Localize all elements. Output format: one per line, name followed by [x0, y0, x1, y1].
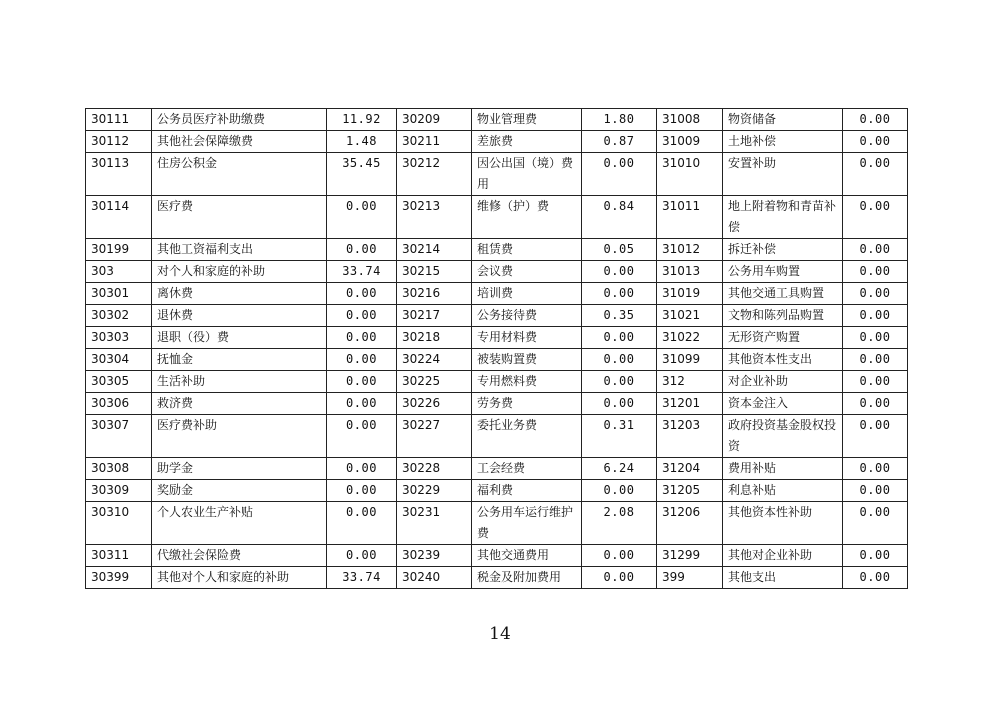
name-cell: 物资储备 [723, 109, 843, 131]
amount-cell: 0.00 [843, 283, 908, 305]
code-cell: 30214 [397, 239, 472, 261]
name-cell: 其他资本性支出 [723, 349, 843, 371]
name-cell: 其他资本性补助 [723, 502, 843, 545]
amount-cell: 0.00 [843, 239, 908, 261]
code-cell: 30302 [86, 305, 152, 327]
name-cell: 其他支出 [723, 567, 843, 589]
name-cell: 政府投资基金股权投资 [723, 415, 843, 458]
amount-cell: 1.80 [582, 109, 657, 131]
name-cell: 代缴社会保险费 [152, 545, 327, 567]
name-cell: 医疗费补助 [152, 415, 327, 458]
table-row [86, 305, 908, 327]
amount-cell: 0.00 [843, 393, 908, 415]
code-cell: 30209 [397, 109, 472, 131]
amount-cell: 0.00 [582, 153, 657, 196]
code-cell: 30114 [86, 196, 152, 239]
code-cell: 31021 [657, 305, 723, 327]
name-cell: 公务用车运行维护费 [472, 502, 582, 545]
name-cell: 抚恤金 [152, 349, 327, 371]
name-cell: 安置补助 [723, 153, 843, 196]
amount-cell: 33.74 [327, 261, 397, 283]
name-cell: 费用补贴 [723, 458, 843, 480]
code-cell: 31019 [657, 283, 723, 305]
code-cell: 31299 [657, 545, 723, 567]
code-cell: 30213 [397, 196, 472, 239]
code-cell: 30113 [86, 153, 152, 196]
name-cell: 退职（役）费 [152, 327, 327, 349]
amount-cell: 0.00 [843, 349, 908, 371]
name-cell: 奖励金 [152, 480, 327, 502]
amount-cell: 0.00 [327, 415, 397, 458]
code-cell: 30310 [86, 502, 152, 545]
code-cell: 30308 [86, 458, 152, 480]
name-cell: 被装购置费 [472, 349, 582, 371]
amount-cell: 0.00 [582, 327, 657, 349]
code-cell: 30112 [86, 131, 152, 153]
code-cell: 30224 [397, 349, 472, 371]
amount-cell: 0.00 [843, 502, 908, 545]
amount-cell: 0.00 [327, 283, 397, 305]
name-cell: 对企业补助 [723, 371, 843, 393]
code-cell: 31201 [657, 393, 723, 415]
amount-cell: 0.00 [843, 261, 908, 283]
code-cell: 303 [86, 261, 152, 283]
code-cell: 30199 [86, 239, 152, 261]
amount-cell: 0.00 [582, 283, 657, 305]
code-cell: 30229 [397, 480, 472, 502]
name-cell: 其他对企业补助 [723, 545, 843, 567]
amount-cell: 0.87 [582, 131, 657, 153]
name-cell: 租赁费 [472, 239, 582, 261]
amount-cell: 0.00 [327, 196, 397, 239]
table-row [86, 545, 908, 567]
amount-cell: 0.00 [327, 327, 397, 349]
amount-cell: 0.00 [327, 480, 397, 502]
name-cell: 利息补贴 [723, 480, 843, 502]
code-cell: 30305 [86, 371, 152, 393]
code-cell: 30212 [397, 153, 472, 196]
amount-cell: 0.00 [582, 261, 657, 283]
amount-cell: 0.00 [327, 305, 397, 327]
code-cell: 31009 [657, 131, 723, 153]
name-cell: 公务用车购置 [723, 261, 843, 283]
amount-cell: 0.00 [327, 458, 397, 480]
code-cell: 30215 [397, 261, 472, 283]
code-cell: 30111 [86, 109, 152, 131]
amount-cell: 0.00 [843, 458, 908, 480]
code-cell: 30226 [397, 393, 472, 415]
name-cell: 公务员医疗补助缴费 [152, 109, 327, 131]
name-cell: 公务接待费 [472, 305, 582, 327]
amount-cell: 0.00 [843, 196, 908, 239]
table-row [86, 349, 908, 371]
table-row [86, 480, 908, 502]
name-cell: 离休费 [152, 283, 327, 305]
code-cell: 31022 [657, 327, 723, 349]
name-cell: 其他交通费用 [472, 545, 582, 567]
name-cell: 维修（护）费 [472, 196, 582, 239]
amount-cell: 0.84 [582, 196, 657, 239]
name-cell: 劳务费 [472, 393, 582, 415]
name-cell: 个人农业生产补贴 [152, 502, 327, 545]
code-cell: 30307 [86, 415, 152, 458]
table-body [86, 109, 908, 589]
code-cell: 30217 [397, 305, 472, 327]
name-cell: 培训费 [472, 283, 582, 305]
name-cell: 物业管理费 [472, 109, 582, 131]
amount-cell: 6.24 [582, 458, 657, 480]
amount-cell: 11.92 [327, 109, 397, 131]
name-cell: 对个人和家庭的补助 [152, 261, 327, 283]
table-row [86, 109, 908, 131]
table-row [86, 458, 908, 480]
name-cell: 文物和陈列品购置 [723, 305, 843, 327]
code-cell: 30311 [86, 545, 152, 567]
amount-cell: 0.00 [582, 371, 657, 393]
name-cell: 其他工资福利支出 [152, 239, 327, 261]
name-cell: 住房公积金 [152, 153, 327, 196]
table-row [86, 415, 908, 458]
table-row [86, 283, 908, 305]
name-cell: 其他社会保障缴费 [152, 131, 327, 153]
table-row [86, 196, 908, 239]
name-cell: 退休费 [152, 305, 327, 327]
code-cell: 399 [657, 567, 723, 589]
name-cell: 工会经费 [472, 458, 582, 480]
table-row [86, 131, 908, 153]
name-cell: 地上附着物和青苗补偿 [723, 196, 843, 239]
name-cell: 福利费 [472, 480, 582, 502]
amount-cell: 0.00 [327, 371, 397, 393]
code-cell: 30306 [86, 393, 152, 415]
code-cell: 30240 [397, 567, 472, 589]
table-row [86, 327, 908, 349]
code-cell: 31099 [657, 349, 723, 371]
amount-cell: 0.00 [582, 567, 657, 589]
amount-cell: 0.00 [843, 371, 908, 393]
amount-cell: 0.00 [327, 239, 397, 261]
amount-cell: 0.00 [843, 545, 908, 567]
name-cell: 医疗费 [152, 196, 327, 239]
name-cell: 专用材料费 [472, 327, 582, 349]
amount-cell: 0.00 [843, 305, 908, 327]
code-cell: 31011 [657, 196, 723, 239]
amount-cell: 0.00 [582, 480, 657, 502]
amount-cell: 0.00 [582, 393, 657, 415]
code-cell: 31205 [657, 480, 723, 502]
table-row [86, 153, 908, 196]
amount-cell: 0.05 [582, 239, 657, 261]
amount-cell: 0.00 [327, 393, 397, 415]
amount-cell: 0.00 [843, 567, 908, 589]
code-cell: 31204 [657, 458, 723, 480]
table-row [86, 371, 908, 393]
expense-table-container [85, 108, 907, 589]
table-row [86, 567, 908, 589]
amount-cell: 0.00 [327, 502, 397, 545]
code-cell: 31012 [657, 239, 723, 261]
code-cell: 312 [657, 371, 723, 393]
code-cell: 30301 [86, 283, 152, 305]
amount-cell: 0.00 [582, 545, 657, 567]
code-cell: 30228 [397, 458, 472, 480]
code-cell: 30211 [397, 131, 472, 153]
code-cell: 30309 [86, 480, 152, 502]
name-cell: 会议费 [472, 261, 582, 283]
amount-cell: 0.31 [582, 415, 657, 458]
amount-cell: 0.00 [843, 109, 908, 131]
table-row [86, 239, 908, 261]
name-cell: 税金及附加费用 [472, 567, 582, 589]
amount-cell: 0.00 [327, 349, 397, 371]
name-cell: 救济费 [152, 393, 327, 415]
amount-cell: 35.45 [327, 153, 397, 196]
name-cell: 生活补助 [152, 371, 327, 393]
name-cell: 无形资产购置 [723, 327, 843, 349]
amount-cell: 0.00 [327, 545, 397, 567]
amount-cell: 0.00 [843, 327, 908, 349]
code-cell: 31013 [657, 261, 723, 283]
code-cell: 30231 [397, 502, 472, 545]
code-cell: 30216 [397, 283, 472, 305]
table-row [86, 393, 908, 415]
name-cell: 因公出国（境）费用 [472, 153, 582, 196]
table-row [86, 261, 908, 283]
amount-cell: 1.48 [327, 131, 397, 153]
amount-cell: 33.74 [327, 567, 397, 589]
amount-cell: 2.08 [582, 502, 657, 545]
name-cell: 土地补偿 [723, 131, 843, 153]
page-number: 14 [489, 624, 511, 644]
amount-cell: 0.00 [843, 415, 908, 458]
expense-classification-table [85, 108, 908, 589]
code-cell: 30239 [397, 545, 472, 567]
code-cell: 30225 [397, 371, 472, 393]
amount-cell: 0.00 [843, 480, 908, 502]
code-cell: 31206 [657, 502, 723, 545]
name-cell: 委托业务费 [472, 415, 582, 458]
code-cell: 30227 [397, 415, 472, 458]
code-cell: 30218 [397, 327, 472, 349]
code-cell: 30399 [86, 567, 152, 589]
amount-cell: 0.00 [582, 349, 657, 371]
code-cell: 30303 [86, 327, 152, 349]
name-cell: 差旅费 [472, 131, 582, 153]
name-cell: 拆迁补偿 [723, 239, 843, 261]
name-cell: 助学金 [152, 458, 327, 480]
code-cell: 31203 [657, 415, 723, 458]
name-cell: 资本金注入 [723, 393, 843, 415]
code-cell: 31008 [657, 109, 723, 131]
amount-cell: 0.00 [843, 131, 908, 153]
name-cell: 其他交通工具购置 [723, 283, 843, 305]
amount-cell: 0.35 [582, 305, 657, 327]
code-cell: 30304 [86, 349, 152, 371]
table-row [86, 502, 908, 545]
code-cell: 31010 [657, 153, 723, 196]
name-cell: 专用燃料费 [472, 371, 582, 393]
amount-cell: 0.00 [843, 153, 908, 196]
name-cell: 其他对个人和家庭的补助 [152, 567, 327, 589]
